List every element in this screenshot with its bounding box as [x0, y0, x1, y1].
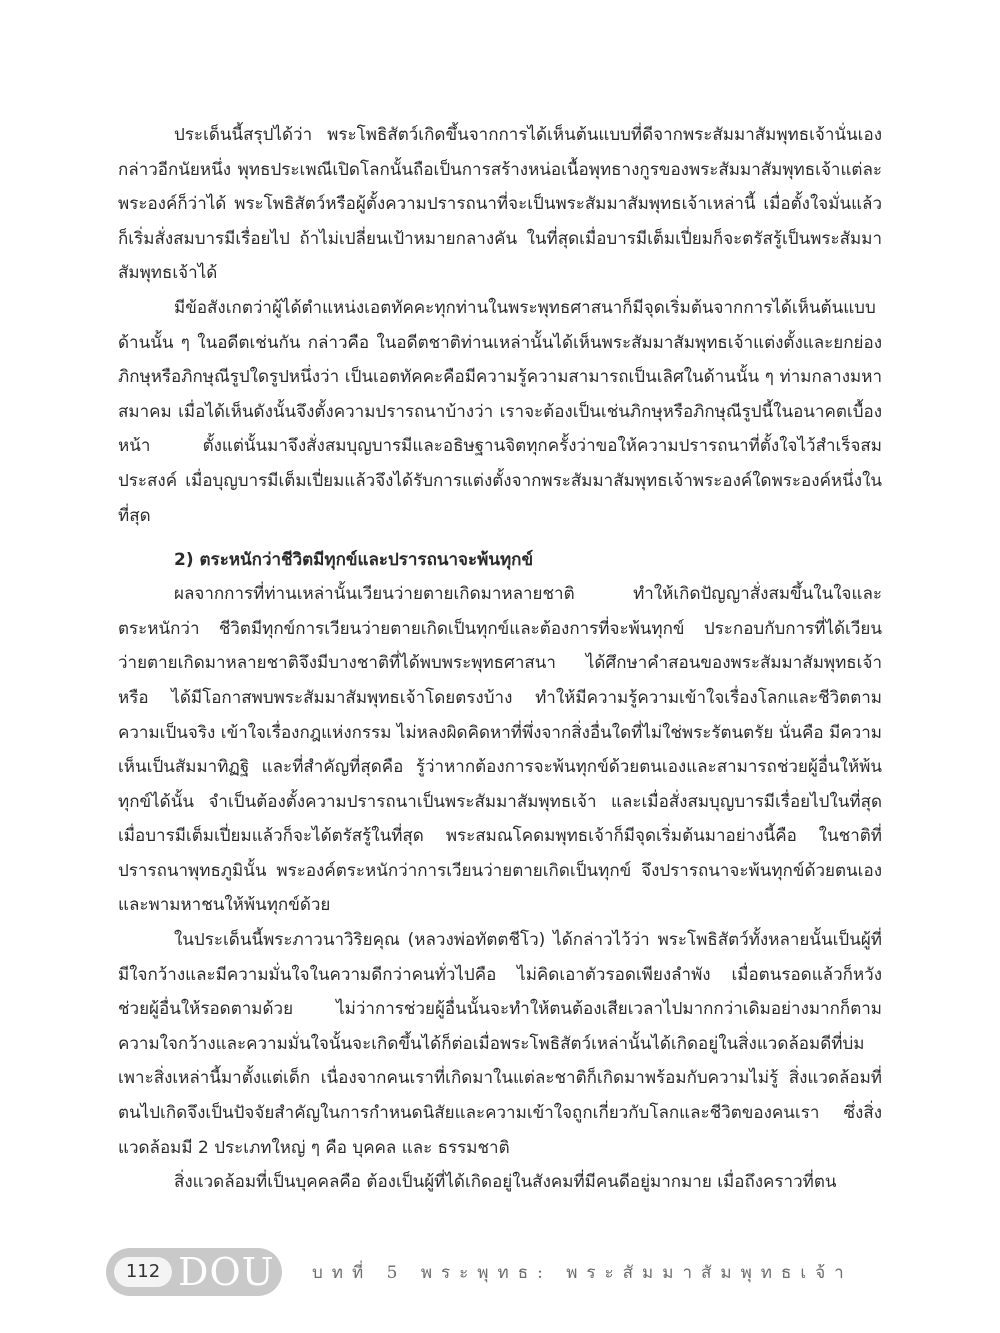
paragraph-suffering: ผลจากการที่ท่านเหล่านั้นเวียนว่ายตายเกิดมาหลายชาติ ทำให้เกิดปัญญาสั่งสมขึ้นในใจและตระหนักว่า ชีวิตมีทุกข์การเวียนว่ายตายเกิดเป็นทุกข์และต้องการที่จะพ้นทุกข์ ประกอบกับการที่ได้เวียนว่ายตายเกิดมาหลายชาติจึงมีบางชาติที่ได้พบพระพุทธศาสนา ได้ศึกษาคำสอนของพระสัมมาสัมพุทธเจ้า หรือ ได้มีโอกาสพบพระสัมมาสัมพุทธเจ้าโดยตรงบ้าง ทำให้มีความรู้ความเข้าใจเรื่องโลกและชีวิตตามความเป็นจริง เข้าใจเรื่องกฎแห่งกรรม ไม่หลงผิดคิดหาที่พึ่งจากสิ่งอื่นใดที่ไม่ใช่พระรัตนตรัย นั่นคือ มีความเห็นเป็นสัมมาทิฏฐิ และที่สำคัญที่สุดคือ รู้ว่าหากต้องการจะพ้นทุกข์ด้วยตนเองและสามารถช่วยผู้อื่นให้พ้นทุกข์ได้นั้น จำเป็นต้องตั้งความปรารถนาเป็นพระสัมมาสัมพุทธเจ้า และเมื่อสั่งสมบุญบารมีเรื่อยไปในที่สุดเมื่อบารมีเต็มเปี่ยมแล้วก็จะได้ตรัสรู้ในที่สุด พระสมณโคดมพุทธเจ้าก็มีจุดเริ่มต้นมาอย่างนี้คือ ในชาติที่ปรารถนาพุทธภูมินั้น พระองค์ตระหนักว่าการเวียนว่ายตายเกิดเป็นทุกข์ จึงปรารถนาจะพ้นทุกข์ด้วยตนเองและพามหาชนให้พ้นทุกข์ด้วย: [118, 584, 882, 916]
chapter-title: บทที่ 5 พระพุทธ: พระสัมมาสัมพุทธเจ้า: [312, 1262, 853, 1283]
paragraph-etadagga: มีข้อสังเกตว่าผู้ได้ตำแหน่งเอตทัคคะทุกท่านในพระพุทธศาสนาก็มีจุดเริ่มต้นจากการได้เห็นต้นแบบด้านนั้น ๆ ในอดีตเช่นกัน กล่าวคือ ในอดีตชาติท่านเหล่านั้นได้เห็นพระสัมมาสัมพุทธเจ้าแต่งตั้งและยกย่องภิกษุหรือภิกษุณีรูปใดรูปหนึ่งว่า เป็นเอตทัคคะคือมีความรู้ความสามารถเป็นเลิศในด้านนั้น ๆ ท่ามกลางมหาสมาคม เมื่อได้เห็นดังนั้นจึงตั้งความปรารถนาบ้างว่า เราจะต้องเป็นเช่นภิกษุหรือภิกษุณีรูปนี้ในอนาคตเบื้องหน้า ตั้งแต่นั้นมาจึงสั่งสมบุญบารมีและอธิษฐานจิตทุกครั้งว่าขอให้ความปรารถนาที่ตั้งใจไว้สำเร็จสมประสงค์ เมื่อบุญบารมีเต็มเปี่ยมแล้วจึงได้รับการแต่งตั้งจากพระสัมมาสัมพุทธเจ้าพระองค์ใดพระองค์หนึ่งในที่สุด: [118, 297, 882, 526]
page-footer: [106, 1246, 853, 1298]
page-number: 112: [114, 1257, 172, 1287]
page-body: [118, 118, 882, 1200]
section-heading: 2) ตระหนักว่าชีวิตมีทุกข์และปรารถนาจะพ้นทุกข์: [174, 550, 534, 571]
page-badge: [106, 1248, 282, 1296]
dou-logo: DOU: [178, 1250, 275, 1294]
paragraph-environment: สิ่งแวดล้อมที่เป็นบุคคลคือ ต้องเป็นผู้ที่ได้เกิดอยู่ในสังคมที่มีคนดีอยู่มากมาย เมื่อถึงคราวที่ตน: [174, 1172, 837, 1193]
paragraph-bhavana: ในประเด็นนี้พระภาวนาวิริยคุณ (หลวงพ่อทัตตชีโว) ได้กล่าวไว้ว่า พระโพธิสัตว์ทั้งหลายนั้นเป็นผู้ที่มีใจกว้างและมีความมั่นใจในความดีกว่าคนทั่วไปคือ ไม่คิดเอาตัวรอดเพียงลำพัง เมื่อตนรอดแล้วก็หวังช่วยผู้อื่นให้รอดตามด้วย ไม่ว่าการช่วยผู้อื่นนั้นจะทำให้ตนต้องเสียเวลาไปมากกว่าเดิมอย่างมากก็ตาม ความใจกว้างและความมั่นใจนั้นจะเกิดขึ้นได้ก็ต่อเมื่อพระโพธิสัตว์เหล่านั้นได้เกิดอยู่ในสิ่งแวดล้อมดีที่บ่มเพาะสิ่งเหล่านี้มาตั้งแต่เด็ก เนื่องจากคนเราที่เกิดมาในแต่ละชาติก็เกิดมาพร้อมกับความไม่รู้ สิ่งแวดล้อมที่ตนไปเกิดจึงเป็นปัจจัยสำคัญในการกำหนดนิสัยและความเข้าใจถูกเกี่ยวกับโลกและชีวิตของคนเรา ซึ่งสิ่งแวดล้อมมี 2 ประเภทใหญ่ ๆ คือ บุคคล และ ธรรมชาติ: [118, 930, 882, 1158]
paragraph-conclusion: ประเด็นนี้สรุปได้ว่า พระโพธิสัตว์เกิดขึ้นจากการได้เห็นต้นแบบที่ดีจากพระสัมมาสัมพุทธเจ้านั่นเอง กล่าวอีกนัยหนึ่ง พุทธประเพณีเปิดโลกนั้นถือเป็นการสร้างหน่อเนื้อพุทธางกูรของพระสัมมาสัมพุทธเจ้าแต่ละพระองค์ก็ว่าได้ พระโพธิสัตว์หรือผู้ตั้งความปรารถนาที่จะเป็นพระสัมมาสัมพุทธเจ้าเหล่านี้ เมื่อตั้งใจมั่นแล้วก็เริ่มสั่งสมบารมีเรื่อยไป ถ้าไม่เปลี่ยนเป้าหมายกลางคัน ในที่สุดเมื่อบารมีเต็มเปี่ยมก็จะตรัสรู้เป็นพระสัมมาสัมพุทธเจ้าได้: [118, 125, 882, 284]
